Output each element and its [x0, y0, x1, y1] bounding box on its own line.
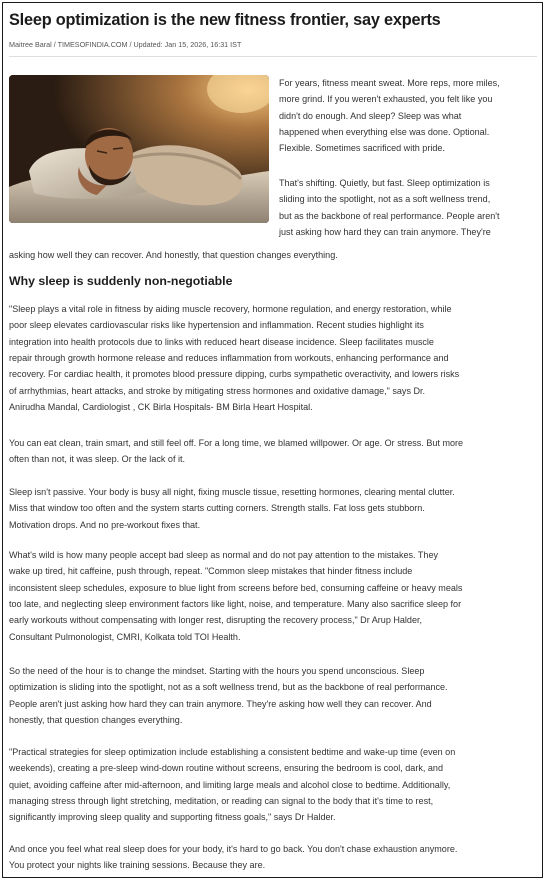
section-heading: Why sleep is suddenly non-negotiable [9, 274, 233, 288]
text-line: of arrhythmias, heart attacks, and stroke by mitigating stress hormones and oxidative damage," says Dr. [9, 385, 426, 396]
body-paragraph-7 [9, 841, 457, 874]
text-line: didn't do enough. And sleep? Sleep was what [279, 110, 462, 121]
text-line: What's wild is how many people accept bad sleep as normal and do not pay attention to the mistakes. They [9, 550, 439, 560]
text-line: So the need of the hour is to change the mindset. Starting with the hours you spend unconscious. Sleep [9, 666, 425, 676]
text-line: but as the backbone of real performance. People aren't [279, 210, 500, 221]
text-line: Motivation drops. And no pre-workout fixes that. [9, 519, 201, 530]
text-line: weekends), creating a pre-sleep wind-down routine without screens, ensuring the bedroom is cool, dark, and [9, 763, 443, 774]
text-line: You can eat clean, train smart, and still feel off. For a long time, we blamed willpower. Or age. Or stress. But more [9, 438, 464, 448]
text-line: happened when everything else was done. Optional. [279, 127, 490, 138]
text-line: Consultant Pulmonologist, CMRI, Kolkata told TOI Health. [9, 631, 241, 642]
text-line: That's shifting. Quietly, but fast. Sleep optimization is [279, 178, 490, 188]
intro-paragraph-1 [279, 75, 500, 157]
article-page [2, 2, 543, 878]
text-line: often than not, it was sleep. Or the lack of it. [9, 454, 186, 465]
text-line: Sleep isn't passive. Your body is busy all night, fixing muscle tissue, resetting hormones, clearing mental clutter. [9, 487, 455, 497]
text-line: managing stress through light stretching, meditation, or reading can signal to the body that it's time to rest, [9, 796, 434, 807]
body-paragraph-2 [9, 435, 463, 468]
text-line: poor sleep elevates cardiovascular risks like hypertension and inflammation. Recent studies highlight its [9, 320, 424, 331]
text-line: too late, and neglecting sleep environment factors like light, noise, and temperature. Many also sacrifice sleep for [9, 599, 462, 610]
text-line: more grind. If you weren't exhausted, you felt like you [279, 94, 493, 105]
text-line: Flexible. Sometimes sacrificed with pride. [279, 143, 445, 154]
text-line: integration into health protocols due to links with reduced heart disease incidence. Sleep facilitates muscle [9, 336, 434, 347]
text-line: sliding into the spotlight, not as a soft wellness trend, [279, 194, 491, 205]
body-paragraph-4 [9, 547, 462, 645]
article-headline: Sleep optimization is the new fitness frontier, say experts [9, 11, 441, 29]
text-line: wake up tired, hit caffeine, push through, repeat. "Common sleep mistakes that hinder fitness include [9, 566, 413, 577]
intro-paragraph-2 [279, 175, 500, 240]
body-paragraph-5 [9, 663, 448, 728]
article-image [9, 75, 269, 223]
sleeping-man-image [9, 75, 269, 223]
text-line: "Practical strategies for sleep optimization include establishing a consistent bedtime and wake-up time (even on [9, 747, 456, 757]
text-line: honestly, that question changes everything. [9, 715, 183, 726]
text-line: asking how well they can recover. And honestly, that question changes everything. [9, 250, 338, 260]
body-paragraph-3 [9, 484, 455, 533]
article-byline: Maitree Baral / TIMESOFINDIA.COM / Updated: Jan 15, 2026, 16:31 IST [9, 40, 242, 49]
body-paragraph-6 [9, 744, 455, 826]
text-line: optimization is sliding into the spotlight, not as a soft wellness trend, but as the backbone of real performance. [9, 682, 448, 693]
text-line: You protect your nights like training sessions. Because they are. [9, 860, 266, 871]
text-line: And once you feel what real sleep does for your body, it's hard to go back. You don't chase exhaustion anymore. [9, 844, 458, 854]
header-divider [9, 56, 537, 57]
text-line: For years, fitness meant sweat. More reps, more miles, [279, 78, 500, 88]
text-line: just asking how hard they can train anymore. They're [279, 227, 491, 238]
text-line: quiet, avoiding caffeine after mid-afternoon, and limiting large meals and alcohol close to bedtime. Additionally, [9, 779, 451, 790]
intro-paragraph-2-continued [9, 247, 338, 263]
text-line: Anirudha Mandal, Cardiologist , CK Birla Hospitals- BM Birla Heart Hospital. [9, 402, 313, 413]
text-line: "Sleep plays a vital role in fitness by aiding muscle recovery, hormone regulation, and energy restoration, while [9, 304, 452, 314]
text-line: significantly improving sleep quality and supporting fitness goals," says Dr Halder. [9, 812, 336, 823]
text-line: Miss that window too often and the system starts cutting corners. Strength stalls. Fat loss gets stubborn. [9, 503, 425, 514]
text-line: repair through growth hormone release and reduces inflammation from workouts, enhancing performance and [9, 353, 449, 364]
text-line: recovery. For cardiac health, it promotes blood pressure dipping, curbs sympathetic overactivity, and lowers risks [9, 369, 460, 380]
text-line: early workouts without compensating with longer rest, disrupting the recovery process," Dr Arup Halder, [9, 615, 423, 626]
text-line: inconsistent sleep schedules, exposure to blue light from screens before bed, consuming caffeine or heavy meals [9, 582, 463, 593]
text-line: People aren't just asking how hard they can train anymore. They're asking how well they can recover. And [9, 698, 432, 709]
body-paragraph-1 [9, 301, 459, 415]
